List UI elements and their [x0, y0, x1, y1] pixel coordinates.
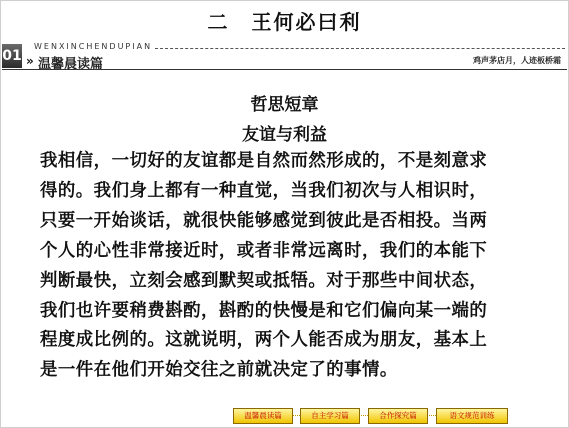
- article-category: 哲思短章: [250, 95, 319, 115]
- body-line: 只要一开始谈话，就很快能够感觉到彼此是否相投。当两: [40, 210, 488, 231]
- chapter-title: 二 王何必曰利: [207, 10, 362, 34]
- section-pinyin: WENXINCHENDUPIAN: [34, 42, 153, 51]
- body-line: 我们也许要稍费斟酌，斟酌的快慢是和它们偏向某一端的: [40, 300, 488, 321]
- nav-button-language-training[interactable]: 语文规范训练: [436, 408, 508, 424]
- section-bar: [0, 42, 569, 70]
- nav-button-cooperative-inquiry[interactable]: 合作探究篇: [368, 408, 428, 424]
- section-number: 01: [2, 44, 22, 68]
- double-chevron-icon: »: [26, 54, 34, 68]
- body-line: 得的。我们身上都有一种直觉，当我们初次与人相识时，: [40, 180, 488, 201]
- dotted-divider: [155, 48, 565, 49]
- article-body: [40, 147, 530, 386]
- body-line: 程度成比例的。这就说明，两个人能否成为朋友，基本上: [40, 330, 488, 351]
- section-name: 温馨晨读篇: [38, 57, 104, 72]
- body-line: 判断最快，立刻会感到默契或抵牾。对于那些中间状态，: [40, 270, 488, 291]
- nav-button-morning-reading[interactable]: 温馨晨读篇: [233, 408, 293, 424]
- nav-button-self-study[interactable]: 自主学习篇: [300, 408, 360, 424]
- section-underline: [2, 69, 567, 70]
- body-line: 个人的心性非常接近时，或者非常远离时，我们的本能下: [40, 240, 488, 261]
- body-line: 是一件在他们开始交往之前就决定了的事情。: [40, 360, 398, 381]
- article-title: 友谊与利益: [242, 125, 327, 145]
- body-line: 我相信，一切好的友谊都是自然而然形成的，不是刻意求: [40, 151, 488, 171]
- motto: 鸡声茅店月，人迹板桥霜: [473, 55, 561, 65]
